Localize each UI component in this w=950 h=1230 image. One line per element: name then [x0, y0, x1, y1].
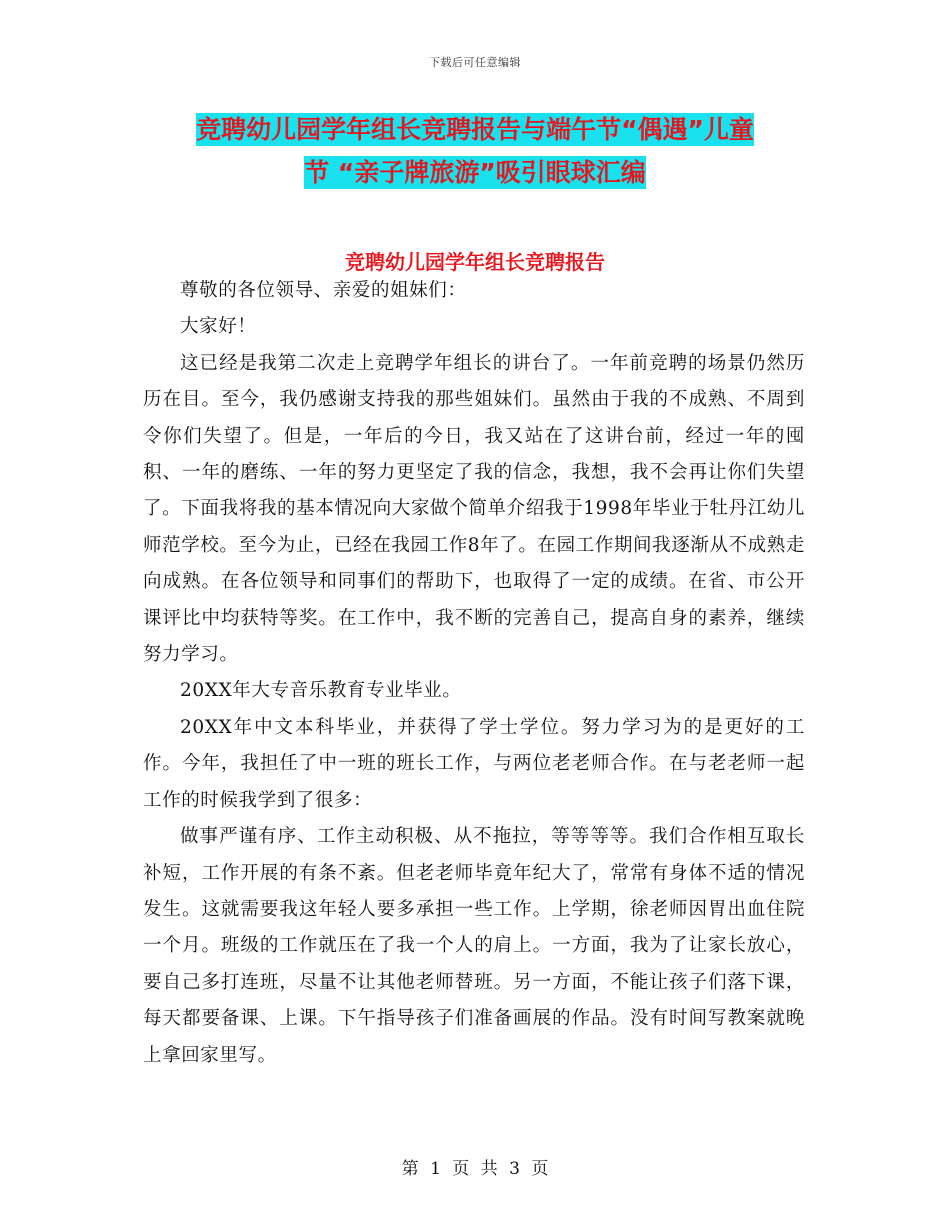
- main-title-line-2: 节 “亲子牌旅游”吸引眼球汇编: [304, 158, 646, 187]
- paragraph: 做事严谨有序、工作主动积极、从不拖拉，等等等等。我们合作相互取长补短，工作开展的有条不紊。但老老师毕竟年纪大了，常常有身体不适的情况发生。这就需要我这年轻人要多承担一些工作。上学期，徐老师因胃出血住院一个月。班级的工作就压在了我一个人的肩上。一方面，我为了让家长放心，要自己多打连班，尽量不让其他老师替班。另一方面，不能让孩子们落下课，每天都要备课、上课。下午指导孩子们准备画展的作品。没有时间写教案就晚上拿回家里写。: [143, 826, 805, 1066]
- main-title-line-1: 竞聘幼儿园学年组长竞聘报告与端午节“偶遇”儿童: [196, 115, 754, 144]
- paragraph: 20XX年大专音乐教育专业毕业。: [180, 680, 462, 702]
- header-note: 下载后可任意编辑: [429, 56, 521, 69]
- body-text: [143, 273, 805, 1074]
- main-title: [145, 108, 805, 194]
- page-footer: 第 1 页 共 3 页: [401, 1159, 549, 1179]
- paragraph: 这已经是我第二次走上竞聘学年组长的讲台了。一年前竞聘的场景仍然历历在目。至今，我仍感谢支持我的那些姐妹们。虽然由于我的不成熟、不周到令你们失望了。但是，一年后的今日，我又站在了这讲台前，经过一年的囤积、一年的磨练、一年的努力更坚定了我的信念，我想，我不会再让你们失望了。下面我将我的基本情况向大家做个简单介绍我于1998年毕业于牡丹江幼儿师范学校。至今为止，已经在我园工作8年了。在园工作期间我逐渐从不成熟走向成熟。在各位领导和同事们的帮助下，也取得了一定的成绩。在省、市公开课评比中均获特等奖。在工作中，我不断的完善自己，提高自身的素养，继续努力学习。: [143, 352, 805, 666]
- section-title: 竞聘幼儿园学年组长竞聘报告: [345, 250, 605, 274]
- paragraph: 20XX年中文本科毕业，并获得了学士学位。努力学习为的是更好的工作。今年，我担任了中一班的班长工作，与两位老老师合作。在与老老师一起工作的时候我学到了很多：: [143, 716, 805, 811]
- paragraph-greeting: 大家好！: [180, 316, 257, 338]
- paragraph-salutation: 尊敬的各位领导、亲爱的姐妹们：: [180, 280, 467, 301]
